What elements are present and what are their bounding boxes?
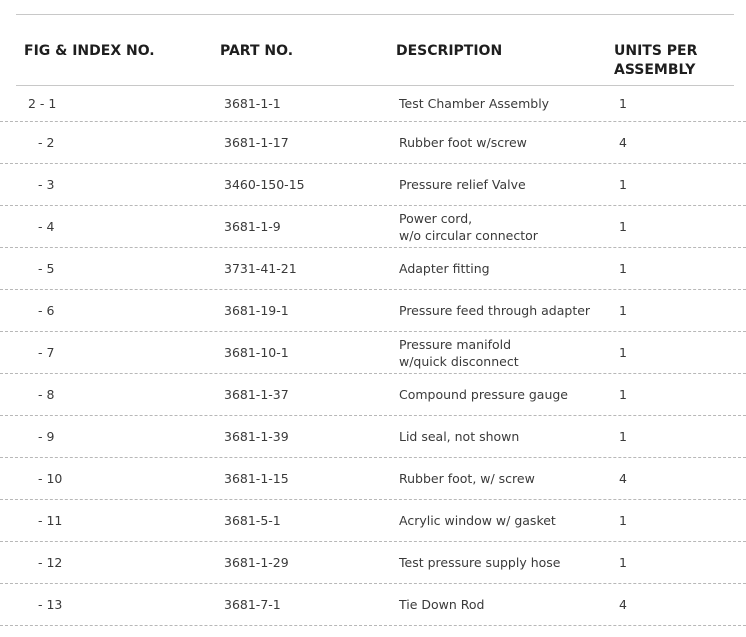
table-row [0, 206, 746, 248]
fig-index-cell: - 5 [38, 261, 55, 276]
table-row [0, 584, 746, 626]
part-number-cell: 3681-5-1 [224, 513, 281, 528]
table-row [0, 86, 746, 122]
fig-index-cell: - 2 [38, 135, 55, 150]
units-cell: 1 [619, 303, 627, 318]
description-cell [399, 122, 527, 163]
part-number-cell: 3460-150-15 [224, 177, 305, 192]
fig-index-cell: - 11 [38, 513, 63, 528]
units-cell: 1 [619, 555, 627, 570]
table-row [0, 500, 746, 542]
description-cell [399, 86, 549, 121]
description-cell [399, 584, 485, 625]
description-line2: w/o circular connector [399, 227, 538, 243]
units-cell: 1 [619, 219, 627, 234]
description-line1: Tie Down Rod [399, 597, 485, 612]
fig-index-cell: - 7 [38, 345, 55, 360]
header-units-line2: ASSEMBLY [614, 62, 696, 78]
units-cell: 1 [619, 513, 627, 528]
part-number-cell: 3681-1-17 [224, 135, 289, 150]
units-cell: 4 [619, 135, 627, 150]
part-number-cell: 3681-19-1 [224, 303, 289, 318]
fig-index-cell: - 9 [38, 429, 55, 444]
description-line1: Test Chamber Assembly [399, 96, 550, 111]
header-fig-index: FIG & INDEX NO. [24, 43, 155, 59]
fig-index-cell: - 8 [38, 387, 55, 402]
fig-index-cell: - 13 [38, 597, 63, 612]
header-units-per-assembly [614, 42, 697, 80]
units-cell: 4 [619, 471, 627, 486]
table-row [0, 458, 746, 500]
description-line1: Test pressure supply hose [399, 555, 561, 570]
part-number-cell: 3681-1-39 [224, 429, 289, 444]
units-cell: 1 [619, 345, 627, 360]
description-cell [399, 458, 535, 499]
table-row [0, 164, 746, 206]
description-line1: Lid seal, not shown [399, 429, 520, 444]
description-line1: Power cord, [399, 210, 473, 226]
part-number-cell: 3681-1-1 [224, 96, 281, 111]
description-line1: Pressure manifold [399, 336, 512, 352]
description-cell [399, 500, 556, 541]
table-row [0, 542, 746, 584]
units-cell: 4 [619, 597, 627, 612]
units-cell: 1 [619, 177, 627, 192]
part-number-cell: 3681-1-15 [224, 471, 289, 486]
description-cell [399, 290, 590, 331]
fig-index-cell: 2 - 1 [28, 96, 57, 111]
header-description: DESCRIPTION [396, 43, 503, 59]
description-line1: Adapter fitting [399, 261, 490, 276]
description-line1: Rubber foot, w/ screw [399, 471, 535, 486]
table-row [0, 122, 746, 164]
description-cell [399, 542, 560, 583]
fig-index-cell: - 12 [38, 555, 63, 570]
units-cell: 1 [619, 387, 627, 402]
part-number-cell: 3681-10-1 [224, 345, 289, 360]
fig-index-cell: - 10 [38, 471, 63, 486]
table-row [0, 290, 746, 332]
description-line1: Acrylic window w/ gasket [399, 513, 556, 528]
description-line1: Pressure relief Valve [399, 177, 526, 192]
description-line1: Pressure feed through adapter [399, 303, 591, 318]
fig-index-cell: - 3 [38, 177, 55, 192]
description-line1: Compound pressure gauge [399, 387, 568, 402]
part-number-cell: 3681-1-29 [224, 555, 289, 570]
units-cell: 1 [619, 96, 627, 111]
description-cell [399, 248, 490, 289]
units-cell: 1 [619, 429, 627, 444]
units-cell: 1 [619, 261, 627, 276]
table-top-rule [16, 14, 734, 15]
part-number-cell: 3681-1-37 [224, 387, 289, 402]
table-row [0, 416, 746, 458]
description-cell [399, 374, 568, 415]
table-row [0, 248, 746, 290]
table-row [0, 332, 746, 374]
header-units-line1: UNITS PER [614, 43, 698, 59]
table-row [0, 374, 746, 416]
fig-index-cell: - 6 [38, 303, 55, 318]
description-cell [399, 164, 526, 205]
description-cell [399, 416, 519, 457]
fig-index-cell: - 4 [38, 219, 55, 234]
header-part-no: PART NO. [220, 43, 294, 59]
part-number-cell: 3681-7-1 [224, 597, 281, 612]
description-line2: w/quick disconnect [399, 353, 519, 369]
description-cell [399, 332, 519, 373]
description-cell [399, 206, 538, 247]
parts-table-body [0, 86, 746, 626]
part-number-cell: 3681-1-9 [224, 219, 281, 234]
part-number-cell: 3731-41-21 [224, 261, 297, 276]
description-line1: Rubber foot w/screw [399, 135, 527, 150]
